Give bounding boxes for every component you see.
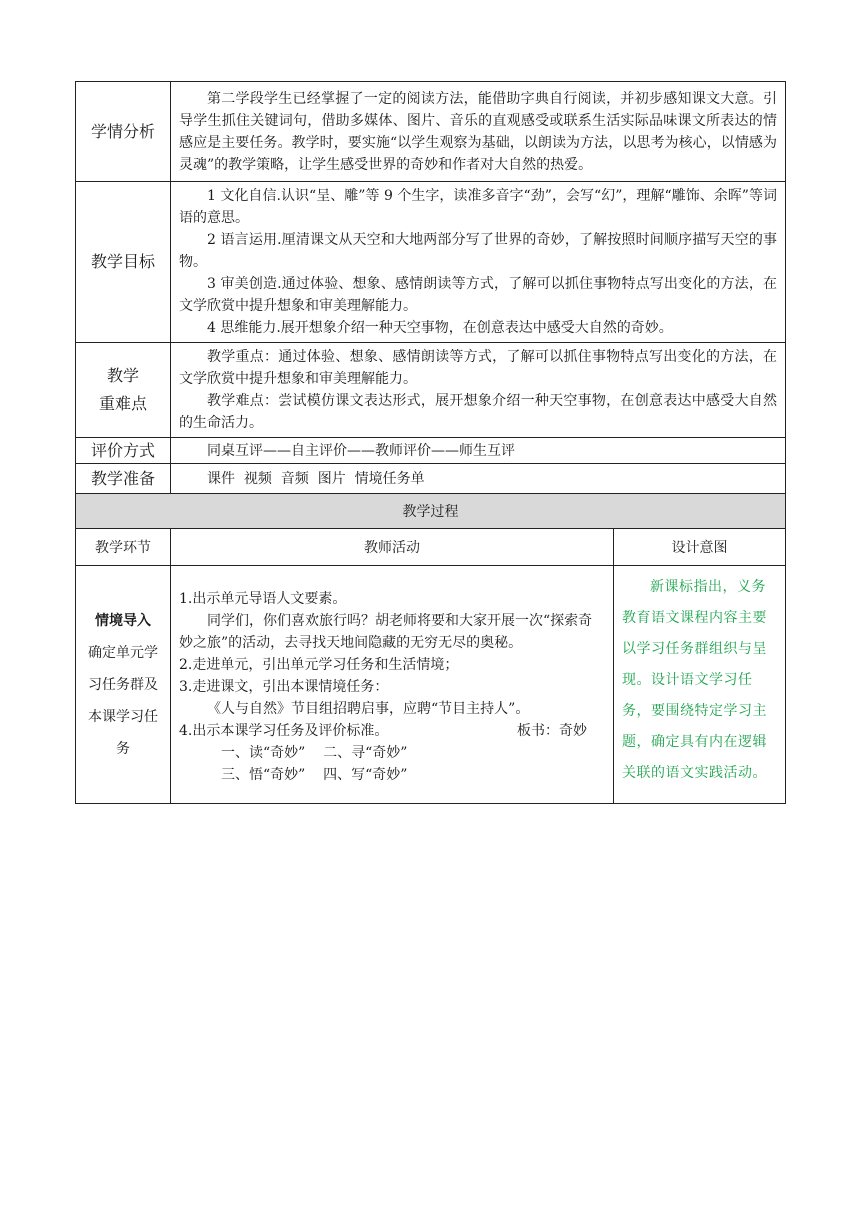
teacher-activity-cell <box>171 566 614 804</box>
info-row-evaluation <box>76 438 786 464</box>
lesson-info-table <box>75 81 786 494</box>
preparation-text: 课件 视频 音频 图片 情境任务单 <box>207 470 425 487</box>
stage-desc-line: 本课学习任 <box>88 708 158 725</box>
objective-paragraph: 4 思维能力.展开想象介绍一种天空事物，在创意表达中感受大自然的奇妙。 <box>207 320 673 336</box>
column-headers <box>76 529 786 566</box>
row-label: 学情分析 <box>76 82 171 182</box>
design-intent-cell: 新课标指出，义务教育语文课程内容主要以学习任务群组织与呈现。设计语文学习任务，要围绕特定学习主题，确定具有内在逻辑关联的语文实践活动。 <box>614 566 786 804</box>
activity-line: 4.出示本课学习任务及评价标准。 <box>179 723 389 739</box>
evaluation-text: 同桌互评——自主评价——教师评价——师生互评 <box>207 442 515 459</box>
activity-line: 3.走进课文，引出本课情境任务： <box>179 679 389 695</box>
stage-desc-line: 确定单元学 <box>88 644 158 661</box>
board-note: 板书：奇妙 <box>517 723 587 739</box>
objective-paragraph: 3 审美创造.通过体验、想象、感情朗读等方式，了解可以抓住事物特点写出变化的方法，在文学欣赏中提升想象和审美理解能力。 <box>179 276 777 314</box>
row-label: 教学准备 <box>76 464 171 494</box>
activity-line: 三、悟“奇妙” 四、写“奇妙” <box>221 767 408 783</box>
row-label: 教学目标 <box>76 182 171 343</box>
objective-paragraph: 2 语言运用.厘清课文从天空和大地两部分写了世界的奇妙，了解按照时间顺序描写天空的事物。 <box>179 232 777 270</box>
row-label: 重难点 <box>98 394 147 413</box>
column-header: 设计意图 <box>614 529 786 566</box>
row-label: 教学 <box>106 366 139 385</box>
info-row-analysis <box>76 82 786 182</box>
stage-title: 情境导入 <box>95 612 151 629</box>
analysis-paragraph: 第二学段学生已经掌握了一定的阅读方法，能借助字典自行阅读，并初步感知课文大意。引导学生抓住关键词句，借助多媒体、图片、音乐的直观感受或联系生活实际品味课文所表达的情感应是主要任务。教学时，要实施“以学生观察为基础，以朗读为方法，以思考为核心，以情感为灵魂”的教学策略，让学生感受世界的奇妙和作者对大自然的热爱。 <box>179 90 777 173</box>
activity-line: 同学们，你们喜欢旅行吗？胡老师将要和大家开展一次“探索奇妙之旅”的活动，去寻找天地间隐藏的无穷无尽的奥秘。 <box>179 613 593 651</box>
activity-line: 1.出示单元导语人文要素。 <box>179 591 347 607</box>
info-row-objectives <box>76 182 786 343</box>
lesson-plan-document <box>75 81 785 804</box>
key-point-paragraph: 教学重点：通过体验、想象、感情朗读等方式，了解可以抓住事物特点写出变化的方法，在文学欣赏中提升想象和审美理解能力。 <box>179 349 777 387</box>
column-header: 教师活动 <box>171 529 614 566</box>
row-label: 评价方式 <box>76 438 171 464</box>
info-row-preparation <box>76 464 786 494</box>
stage-desc-line: 习任务群及 <box>88 676 158 693</box>
objective-paragraph: 1 文化自信.认识“呈、雕”等 9 个生字，读准多音字“劲”，会写“幻”，理解“雕饰、余晖”等词语的意思。 <box>179 188 777 226</box>
info-row-key-points <box>76 343 786 438</box>
table-row <box>76 566 786 804</box>
activity-line: 《人与自然》节目组招聘启事，应聘“节目主持人”。 <box>207 701 530 717</box>
section-title: 教学过程 <box>76 494 786 529</box>
stage-desc-line: 务 <box>116 740 130 757</box>
activity-line: 2.走进单元，引出单元学习任务和生活情境； <box>179 657 459 673</box>
teaching-process-table <box>75 493 786 804</box>
stage-cell <box>76 566 171 804</box>
column-header: 教学环节 <box>76 529 171 566</box>
difficulty-paragraph: 教学难点：尝试模仿课文表达形式，展开想象介绍一种天空事物，在创意表达中感受大自然的生命活力。 <box>179 393 777 431</box>
activity-line: 一、读“奇妙” 二、寻“奇妙” <box>221 745 408 761</box>
